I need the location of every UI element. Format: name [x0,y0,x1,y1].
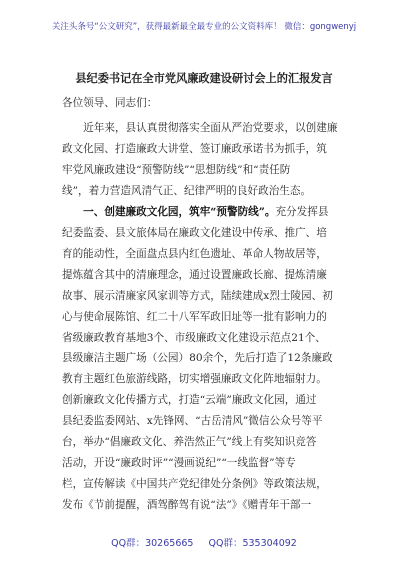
body-line: 创新廉政文化传播方式，打造“云端”廉政文化园，通过 [62,394,317,407]
body-line: 县纪委监委网站、x先锋网、“古岳清风”微信公众号等平 [62,415,323,428]
body-line: 近年来，县认真贯彻落实全面从严治党要求，以创建廉 [62,122,338,134]
body-line: 一、创建廉政文化园，筑牢“预警防线”。充分发挥县 [62,205,329,218]
body-line: 栏，宣传解读《中国共产党纪律处分条例》等政策法规， [62,478,327,491]
body-line: 政文化园、打造廉政大讲堂、签订廉政承诺书为抓手，筑 [62,142,327,155]
body-line: 省级廉政教育基地3个、市级廉政文化建设示范点21个、 [62,331,326,344]
body-line: 纪委监委、县文旅体局在廉政文化建设中传承、推广、培 [62,226,327,239]
body-line: 台，举办“倡廉政文化、养浩然正气”线上有奖知识竞答 [62,436,317,449]
body-line: 故事、展示清廉家风家训等方式，陆续建成x烈士陵园、初 [62,289,333,302]
body-line: 提炼蕴含其中的清廉理念，通过设置廉政长廊、提炼清廉 [62,268,327,281]
footer-qq-group-2: QQ群：535304092 [208,538,297,549]
footer-qq-group-1: QQ群：30265665 [111,538,194,549]
body-line: 线”，着力营造风清气正、纪律严明的良好政治生态。 [62,184,312,197]
body-line: 心与使命展陈馆、红二十八军军政旧址等一批有影响力的 [62,310,327,323]
footer-contacts [0,535,408,549]
body-line: 育的能动性，全面盘点县内红色遗址、革命人物故居等， [62,247,327,260]
body-line: 牢党风廉政建设“预警防线”“思想防线”和“责任防 [62,163,291,176]
body-line: 发布《节前提醒，酒驾醉驾有说“法”》《赠青年干部一 [62,499,312,512]
document-title: 县纪委书记在全市党风廉政建设研讨会上的汇报发言 [75,71,333,85]
body-line: 县级廉洁主题广场（公园）80余个，先后打造了12条廉政 [62,352,333,365]
header-banner: 关注头条号“公文研究”，获得最新最全最专业的公文资料库！ 微信：gongwenyj [51,22,357,32]
body-line: 活动，开设“廉政时评”“漫画说纪”“一线监督”等专 [62,457,296,470]
salutation: 各位领导、同志们： [62,97,158,109]
body-line: 教育主题红色旅游线路，切实增强廉政文化阵地辐射力。 [62,373,327,386]
